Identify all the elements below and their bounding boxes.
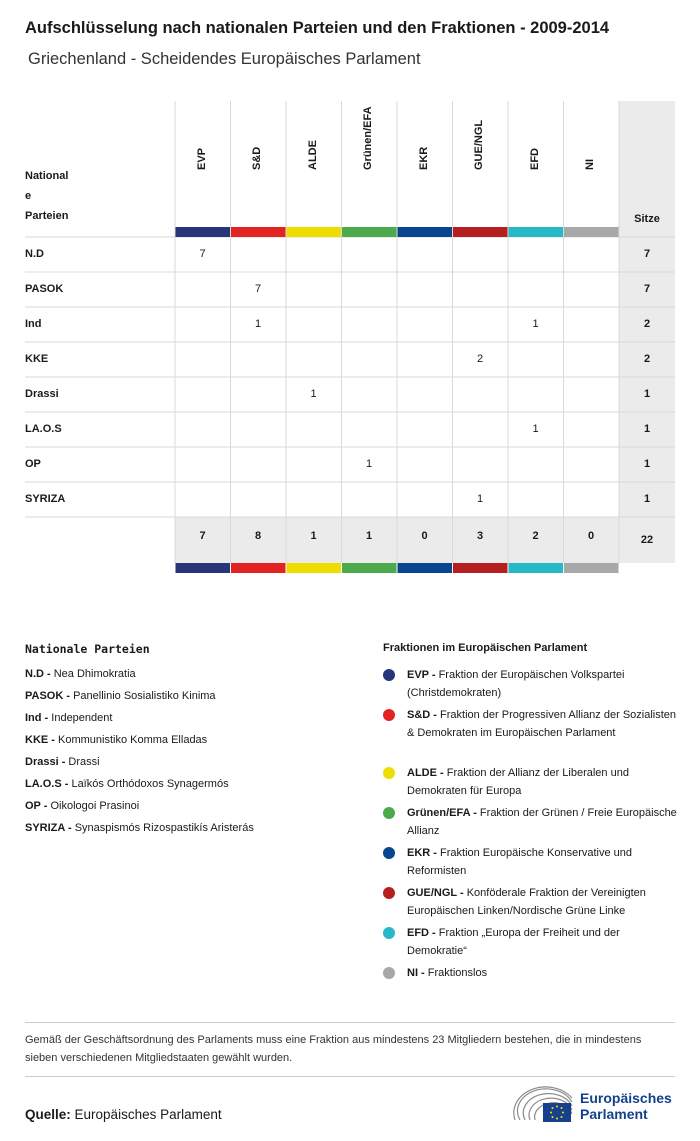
group-description: Fraktion „Europa der Freiheit und der Demokratie“ <box>407 927 620 957</box>
national-party-entry <box>25 734 207 746</box>
row-label: KKE <box>25 353 49 365</box>
group-abbr: ALDE - <box>407 767 444 779</box>
ep-logo-text <box>580 1090 672 1122</box>
total-seats: 22 <box>640 534 654 546</box>
group-color-bar-top <box>564 227 619 237</box>
national-party-name: Drassi <box>65 756 100 768</box>
national-party-entry <box>25 822 254 834</box>
group-entry <box>407 706 682 742</box>
row-label: OP <box>25 458 41 470</box>
national-party-abbr: Ind - <box>25 712 49 724</box>
group-abbr: NI - <box>407 967 425 979</box>
national-party-name: Nea Dhimokratia <box>50 668 136 680</box>
row-label: LA.O.S <box>25 423 62 435</box>
column-total: 2 <box>532 530 539 542</box>
group-color-bar-top <box>176 227 231 237</box>
rules-note: Gemäß der Geschäftsordnung des Parlaments muss eine Fraktion aus mindestens 23 Mitgliedern bestehen, die in mindestens sieben verschiedenen Mitgliedstaaten gewählt wurden. <box>25 1034 642 1064</box>
group-color-dot <box>383 767 395 779</box>
group-color-bar-top <box>231 227 286 237</box>
group-description: Fraktion der Grünen / Freie Europäische Allianz <box>407 807 677 837</box>
column-label: NI <box>584 159 597 170</box>
national-party-abbr: Drassi - <box>25 756 66 768</box>
seats-header: Sitze <box>634 213 660 225</box>
national-party-abbr: KKE - <box>25 734 55 746</box>
group-color-dot <box>383 927 395 939</box>
group-description: Fraktion Europäische Konservative und Reformisten <box>407 847 633 877</box>
source <box>25 1107 222 1122</box>
table-cell: 1 <box>310 388 317 400</box>
table-cell: 2 <box>476 353 484 365</box>
group-color-bar-top <box>287 227 342 237</box>
group-color-bar-bottom <box>564 563 619 573</box>
row-seats: 1 <box>643 423 651 435</box>
group-abbr: EFD - <box>407 927 436 939</box>
group-entry <box>407 924 682 960</box>
group-abbr: EKR - <box>407 847 437 859</box>
group-color-bar-bottom <box>453 563 508 573</box>
group-abbr: Grünen/EFA - <box>407 807 477 819</box>
group-color-bar-top <box>453 227 508 237</box>
column-label: EKR <box>417 146 430 170</box>
table-cell: 1 <box>532 423 539 435</box>
national-party-name: Kommunistiko Komma Elladas <box>54 734 208 746</box>
table-cell: 1 <box>365 458 373 470</box>
column-label: Grünen/EFA <box>362 106 375 170</box>
group-color-bar-top <box>509 227 564 237</box>
group-description: Fraktion der Allianz der Liberalen und Demokraten für Europa <box>407 767 629 797</box>
national-party-abbr: N.D - <box>25 668 51 680</box>
logo-line-1: Europäisches <box>580 1090 672 1106</box>
row-header-line-2: e <box>25 190 32 202</box>
national-party-abbr: LA.O.S - <box>25 778 69 790</box>
national-party-entry <box>25 778 229 790</box>
divider-top <box>25 1022 675 1023</box>
row-seats: 2 <box>643 318 651 330</box>
row-label: Ind <box>25 318 42 330</box>
group-color-dot <box>383 807 395 819</box>
column-label: S&D <box>251 146 264 170</box>
column-total: 1 <box>365 530 373 542</box>
row-label: SYRIZA <box>25 493 66 505</box>
national-party-abbr: PASOK - <box>25 690 71 702</box>
table-cell: 7 <box>199 248 206 260</box>
group-color-dot <box>383 669 395 681</box>
group-entry <box>407 804 682 840</box>
national-party-name: Laïkós Orthódoxos Synagermós <box>68 778 229 790</box>
group-color-bar-bottom <box>176 563 231 573</box>
group-entry <box>407 964 682 982</box>
column-total: 3 <box>476 530 484 542</box>
national-party-name: Panellinio Sosialistiko Kinima <box>70 690 216 702</box>
group-color-bar-bottom <box>509 563 564 573</box>
group-description: Konföderale Fraktion der Vereinigten Europäischen Linken/Nordische Grüne Linke <box>407 887 646 917</box>
group-color-dot <box>383 709 395 721</box>
row-seats: 1 <box>643 388 651 400</box>
group-entry <box>407 764 682 800</box>
row-seats: 1 <box>643 458 651 470</box>
group-description: Fraktion der Progressiven Allianz der Sozialisten & Demokraten im Europäischen Parlament <box>407 709 677 739</box>
national-party-entry <box>25 800 139 812</box>
column-total: 7 <box>199 530 206 542</box>
national-party-entry <box>25 756 100 768</box>
national-party-abbr: OP - <box>25 800 48 812</box>
national-party-name: Independent <box>48 712 113 724</box>
group-color-dot <box>383 967 395 979</box>
column-total: 1 <box>310 530 317 542</box>
source-label: Quelle: <box>25 1107 71 1122</box>
row-label: N.D <box>25 248 44 260</box>
group-entry <box>407 844 682 880</box>
group-color-dot <box>383 847 395 859</box>
column-total: 8 <box>254 530 262 542</box>
group-color-bar-bottom <box>287 563 342 573</box>
group-color-bar-top <box>398 227 453 237</box>
national-party-name: Oikologoi Prasinoi <box>47 800 140 812</box>
groups-legend-heading: Fraktionen im Europäischen Parlament <box>383 642 588 654</box>
row-label: Drassi <box>25 388 59 400</box>
national-party-name: Synaspismós Rizospastikís Aristerás <box>71 822 254 834</box>
logo-line-2: Parlament <box>580 1106 648 1122</box>
row-seats: 7 <box>643 283 651 295</box>
group-color-bar-top <box>342 227 397 237</box>
group-color-dot <box>383 887 395 899</box>
column-total: 0 <box>421 530 428 542</box>
table-cell: 1 <box>254 318 262 330</box>
source-value: Europäisches Parlament <box>74 1107 222 1122</box>
column-label: GUE/NGL <box>473 119 486 170</box>
group-color-bar-bottom <box>342 563 397 573</box>
group-description: Fraktionslos <box>424 967 488 979</box>
chart-title: Aufschlüsselung nach nationalen Parteien und den Fraktionen - 2009-2014 <box>25 19 610 37</box>
group-entry <box>407 666 682 702</box>
divider-bottom <box>25 1076 675 1077</box>
table-cell: 1 <box>476 493 484 505</box>
column-total: 0 <box>587 530 595 542</box>
row-label: PASOK <box>25 283 64 295</box>
national-parties-heading: Nationale Parteien <box>25 642 150 656</box>
column-label: EFD <box>528 148 541 170</box>
group-description: Fraktion der Europäischen Volkspartei (Christdemokraten) <box>407 669 625 699</box>
row-seats: 1 <box>643 493 651 505</box>
group-abbr: S&D - <box>407 709 437 721</box>
table-cell: 1 <box>532 318 539 330</box>
row-seats: 2 <box>643 353 651 365</box>
group-entry <box>407 884 682 920</box>
national-party-abbr: SYRIZA - <box>25 822 72 834</box>
group-abbr: EVP - <box>407 669 436 681</box>
chart-subtitle: Griechenland - Scheidendes Europäisches Parlament <box>28 50 421 68</box>
row-header <box>25 166 85 226</box>
table-cell: 7 <box>254 283 262 295</box>
row-header-line-3: Parteien <box>25 210 69 222</box>
row-seats: 7 <box>643 248 651 260</box>
row-header-line-1: National <box>25 170 69 182</box>
group-color-bar-bottom <box>231 563 286 573</box>
column-label: ALDE <box>306 140 319 170</box>
column-label: EVP <box>195 147 208 170</box>
national-party-entry <box>25 690 216 702</box>
national-party-entry <box>25 668 136 680</box>
group-color-bar-bottom <box>398 563 453 573</box>
group-abbr: GUE/NGL - <box>407 887 464 899</box>
national-party-entry <box>25 712 112 724</box>
